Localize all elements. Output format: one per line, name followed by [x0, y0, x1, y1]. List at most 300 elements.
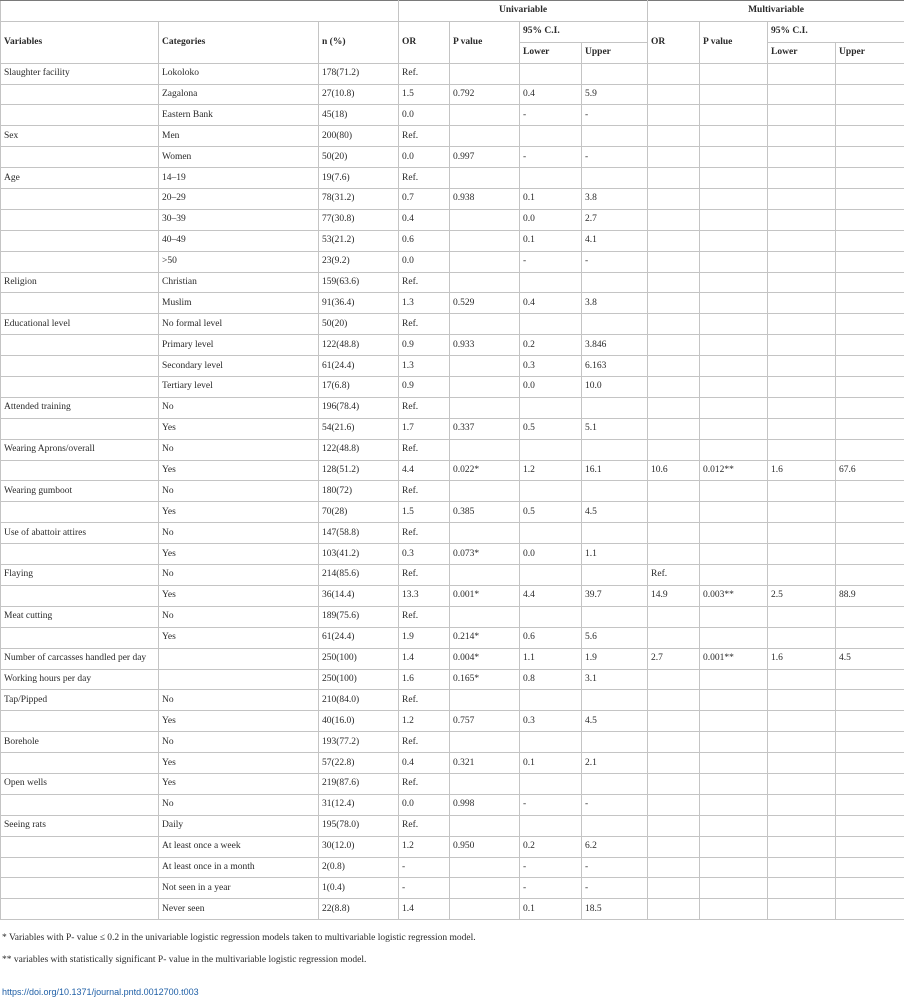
cell-p-uni: 0.950 — [450, 836, 520, 857]
cell-upper-uni: - — [582, 878, 648, 899]
cell-p-uni: 0.792 — [450, 84, 520, 105]
cell-variable: Use of abattoir attires — [1, 523, 159, 544]
cell-lower-multi — [768, 878, 836, 899]
cell-lower-multi: 1.6 — [768, 648, 836, 669]
cell-upper-uni: 4.5 — [582, 502, 648, 523]
cell-variable: Meat cutting — [1, 606, 159, 627]
cell-category: Yes — [159, 753, 319, 774]
cell-n: 1(0.4) — [319, 878, 399, 899]
cell-upper-uni: 2.7 — [582, 209, 648, 230]
cell-upper-uni: 16.1 — [582, 460, 648, 481]
cell-variable — [1, 230, 159, 251]
cell-p-multi — [700, 857, 768, 878]
cell-or-uni: 1.5 — [399, 502, 450, 523]
cell-lower-uni: 1.1 — [520, 648, 582, 669]
cell-p-multi — [700, 481, 768, 502]
cell-or-uni: 0.7 — [399, 189, 450, 210]
cell-lower-uni: 0.1 — [520, 189, 582, 210]
header-row-groups — [1, 1, 904, 22]
cell-p-multi — [700, 126, 768, 147]
table-row — [1, 648, 904, 669]
cell-upper-multi: 4.5 — [836, 648, 904, 669]
cell-lower-multi — [768, 773, 836, 794]
cell-lower-multi — [768, 627, 836, 648]
cell-upper-multi — [836, 418, 904, 439]
cell-category: Eastern Bank — [159, 105, 319, 126]
cell-or-uni: Ref. — [399, 272, 450, 293]
cell-lower-multi — [768, 753, 836, 774]
cell-variable: Working hours per day — [1, 669, 159, 690]
cell-lower-uni — [520, 272, 582, 293]
cell-category: No — [159, 481, 319, 502]
cell-p-multi — [700, 815, 768, 836]
cell-n: 22(8.8) — [319, 899, 399, 920]
cell-category: Daily — [159, 815, 319, 836]
cell-p-uni — [450, 481, 520, 502]
cell-n: 159(63.6) — [319, 272, 399, 293]
cell-p-uni — [450, 773, 520, 794]
cell-upper-uni: 18.5 — [582, 899, 648, 920]
cell-n: 50(20) — [319, 314, 399, 335]
cell-or-multi — [648, 293, 700, 314]
cell-upper-multi — [836, 335, 904, 356]
cell-variable — [1, 585, 159, 606]
cell-upper-multi — [836, 314, 904, 335]
cell-category: No — [159, 690, 319, 711]
cell-variable — [1, 460, 159, 481]
cell-lower-uni: 0.4 — [520, 293, 582, 314]
cell-variable — [1, 356, 159, 377]
cell-upper-multi — [836, 397, 904, 418]
cell-p-multi — [700, 397, 768, 418]
cell-upper-uni: 10.0 — [582, 377, 648, 398]
cell-p-multi — [700, 544, 768, 565]
header-blank — [1, 1, 399, 22]
cell-lower-uni — [520, 168, 582, 189]
cell-p-multi — [700, 272, 768, 293]
cell-p-multi — [700, 189, 768, 210]
table-row — [1, 878, 904, 899]
cell-or-uni: 1.6 — [399, 669, 450, 690]
cell-p-multi: 0.012** — [700, 460, 768, 481]
header-n: n (%) — [319, 21, 399, 63]
cell-category: Yes — [159, 460, 319, 481]
table-row — [1, 753, 904, 774]
cell-p-multi — [700, 209, 768, 230]
cell-p-multi — [700, 753, 768, 774]
cell-lower-multi — [768, 606, 836, 627]
cell-lower-uni: 0.5 — [520, 418, 582, 439]
cell-upper-uni — [582, 815, 648, 836]
header-ci-multi: 95% C.I. — [768, 21, 904, 42]
cell-p-multi — [700, 105, 768, 126]
table-row — [1, 899, 904, 920]
cell-upper-uni — [582, 63, 648, 84]
cell-n: 195(78.0) — [319, 815, 399, 836]
cell-or-multi — [648, 126, 700, 147]
cell-category: Not seen in a year — [159, 878, 319, 899]
cell-lower-uni: - — [520, 857, 582, 878]
cell-or-uni: Ref. — [399, 565, 450, 586]
cell-lower-multi — [768, 356, 836, 377]
cell-or-multi — [648, 711, 700, 732]
cell-n: 50(20) — [319, 147, 399, 168]
cell-lower-multi: 1.6 — [768, 460, 836, 481]
cell-p-multi — [700, 502, 768, 523]
cell-n: 189(75.6) — [319, 606, 399, 627]
cell-category: >50 — [159, 251, 319, 272]
cell-n: 147(58.8) — [319, 523, 399, 544]
cell-category: Yes — [159, 544, 319, 565]
cell-or-multi — [648, 230, 700, 251]
cell-upper-uni: - — [582, 105, 648, 126]
cell-variable — [1, 251, 159, 272]
cell-n: 30(12.0) — [319, 836, 399, 857]
cell-upper-multi — [836, 690, 904, 711]
cell-lower-uni: 0.1 — [520, 753, 582, 774]
cell-upper-uni — [582, 126, 648, 147]
cell-or-multi — [648, 314, 700, 335]
cell-upper-uni — [582, 565, 648, 586]
cell-upper-uni: 4.1 — [582, 230, 648, 251]
cell-n: 53(21.2) — [319, 230, 399, 251]
cell-upper-uni: 3.8 — [582, 189, 648, 210]
cell-p-uni: 0.022* — [450, 460, 520, 481]
table-row — [1, 356, 904, 377]
table-row — [1, 293, 904, 314]
cell-or-uni: 1.3 — [399, 356, 450, 377]
cell-upper-uni: 3.8 — [582, 293, 648, 314]
cell-category: Women — [159, 147, 319, 168]
cell-p-multi — [700, 606, 768, 627]
cell-category: Yes — [159, 711, 319, 732]
header-p-multi: P value — [700, 21, 768, 63]
cell-or-uni: 1.2 — [399, 711, 450, 732]
cell-upper-multi — [836, 356, 904, 377]
cell-n: 54(21.6) — [319, 418, 399, 439]
cell-variable — [1, 189, 159, 210]
cell-upper-uni: 5.6 — [582, 627, 648, 648]
cell-p-multi — [700, 523, 768, 544]
cell-category: Secondary level — [159, 356, 319, 377]
cell-lower-uni: 4.4 — [520, 585, 582, 606]
cell-p-uni — [450, 209, 520, 230]
cell-or-multi — [648, 815, 700, 836]
table-row — [1, 794, 904, 815]
cell-n: 45(18) — [319, 105, 399, 126]
table-row — [1, 251, 904, 272]
cell-p-multi — [700, 230, 768, 251]
cell-or-uni: 0.9 — [399, 335, 450, 356]
table-row — [1, 439, 904, 460]
cell-or-uni: 1.9 — [399, 627, 450, 648]
cell-lower-uni: 1.2 — [520, 460, 582, 481]
cell-lower-multi — [768, 397, 836, 418]
cell-category: At least once a week — [159, 836, 319, 857]
cell-variable — [1, 899, 159, 920]
table-row — [1, 502, 904, 523]
table-row — [1, 544, 904, 565]
cell-lower-uni — [520, 439, 582, 460]
cell-n: 19(7.6) — [319, 168, 399, 189]
cell-upper-uni — [582, 606, 648, 627]
cell-lower-multi — [768, 899, 836, 920]
cell-or-uni: Ref. — [399, 523, 450, 544]
cell-upper-multi: 88.9 — [836, 585, 904, 606]
cell-p-uni — [450, 272, 520, 293]
cell-or-uni: Ref. — [399, 439, 450, 460]
cell-upper-uni: 3.1 — [582, 669, 648, 690]
cell-n: 31(12.4) — [319, 794, 399, 815]
cell-upper-multi — [836, 209, 904, 230]
cell-or-uni: Ref. — [399, 314, 450, 335]
cell-p-multi — [700, 899, 768, 920]
table-row — [1, 857, 904, 878]
cell-p-uni — [450, 356, 520, 377]
cell-or-multi — [648, 669, 700, 690]
cell-p-multi — [700, 251, 768, 272]
cell-p-multi — [700, 168, 768, 189]
cell-upper-multi — [836, 606, 904, 627]
cell-lower-multi — [768, 481, 836, 502]
cell-upper-uni — [582, 314, 648, 335]
footnote-1: * Variables with P- value ≤ 0.2 in the univariable logistic regression models taken to multivariable logistic regression model. — [2, 933, 476, 943]
cell-upper-uni: - — [582, 794, 648, 815]
cell-p-uni — [450, 523, 520, 544]
cell-variable — [1, 794, 159, 815]
table-row — [1, 565, 904, 586]
cell-category: No — [159, 565, 319, 586]
cell-n: 250(100) — [319, 669, 399, 690]
cell-upper-uni — [582, 481, 648, 502]
cell-or-multi — [648, 335, 700, 356]
header-lower-uni: Lower — [520, 42, 582, 63]
cell-lower-uni: - — [520, 251, 582, 272]
cell-p-uni: 0.001* — [450, 585, 520, 606]
cell-lower-multi — [768, 105, 836, 126]
cell-lower-uni: 0.0 — [520, 377, 582, 398]
table-row — [1, 669, 904, 690]
cell-lower-multi — [768, 335, 836, 356]
cell-category: 20–29 — [159, 189, 319, 210]
cell-p-multi — [700, 878, 768, 899]
cell-variable — [1, 105, 159, 126]
header-upper-uni: Upper — [582, 42, 648, 63]
cell-n: 77(30.8) — [319, 209, 399, 230]
cell-lower-multi — [768, 836, 836, 857]
cell-upper-uni — [582, 168, 648, 189]
cell-upper-uni — [582, 773, 648, 794]
cell-p-uni: 0.337 — [450, 418, 520, 439]
cell-lower-multi — [768, 377, 836, 398]
cell-n: 91(36.4) — [319, 293, 399, 314]
table-row — [1, 627, 904, 648]
cell-lower-uni — [520, 481, 582, 502]
cell-p-uni — [450, 606, 520, 627]
cell-variable: Tap/Pipped — [1, 690, 159, 711]
cell-p-uni — [450, 815, 520, 836]
cell-lower-uni: 0.0 — [520, 209, 582, 230]
cell-or-uni: 0.4 — [399, 753, 450, 774]
table-row — [1, 690, 904, 711]
cell-p-multi — [700, 418, 768, 439]
cell-or-multi — [648, 773, 700, 794]
cell-or-uni: Ref. — [399, 63, 450, 84]
cell-p-uni — [450, 857, 520, 878]
cell-p-multi — [700, 565, 768, 586]
cell-lower-multi — [768, 544, 836, 565]
cell-p-multi — [700, 377, 768, 398]
cell-p-uni: 0.529 — [450, 293, 520, 314]
cell-lower-multi — [768, 565, 836, 586]
table-row — [1, 418, 904, 439]
cell-lower-multi — [768, 857, 836, 878]
cell-or-multi — [648, 105, 700, 126]
table-row — [1, 189, 904, 210]
cell-n: 70(28) — [319, 502, 399, 523]
cell-category: 14–19 — [159, 168, 319, 189]
cell-variable — [1, 836, 159, 857]
cell-upper-uni: - — [582, 147, 648, 168]
cell-n: 180(72) — [319, 481, 399, 502]
cell-or-multi — [648, 481, 700, 502]
cell-p-uni: 0.214* — [450, 627, 520, 648]
cell-p-uni — [450, 878, 520, 899]
cell-lower-multi — [768, 147, 836, 168]
cell-upper-uni — [582, 397, 648, 418]
cell-or-uni: 0.0 — [399, 794, 450, 815]
cell-or-multi — [648, 690, 700, 711]
table-row — [1, 836, 904, 857]
cell-p-uni: 0.757 — [450, 711, 520, 732]
cell-or-multi — [648, 418, 700, 439]
cell-or-uni: 1.4 — [399, 899, 450, 920]
cell-or-multi — [648, 377, 700, 398]
cell-or-uni: Ref. — [399, 815, 450, 836]
table-row — [1, 168, 904, 189]
table-row — [1, 585, 904, 606]
table-row — [1, 63, 904, 84]
cell-p-uni — [450, 251, 520, 272]
cell-upper-multi — [836, 711, 904, 732]
cell-lower-uni — [520, 815, 582, 836]
cell-p-uni — [450, 230, 520, 251]
cell-or-uni: Ref. — [399, 397, 450, 418]
cell-p-uni: 0.165* — [450, 669, 520, 690]
cell-lower-uni: - — [520, 794, 582, 815]
table-row — [1, 481, 904, 502]
cell-variable — [1, 147, 159, 168]
cell-category: Never seen — [159, 899, 319, 920]
cell-or-uni: 0.0 — [399, 251, 450, 272]
cell-p-uni — [450, 565, 520, 586]
cell-p-multi — [700, 356, 768, 377]
cell-or-multi — [648, 523, 700, 544]
cell-upper-uni: 4.5 — [582, 711, 648, 732]
cell-or-multi — [648, 878, 700, 899]
cell-lower-uni: - — [520, 147, 582, 168]
cell-category: Christian — [159, 272, 319, 293]
cell-n: 200(80) — [319, 126, 399, 147]
cell-lower-multi — [768, 293, 836, 314]
cell-variable — [1, 502, 159, 523]
cell-p-multi — [700, 314, 768, 335]
cell-category: Tertiary level — [159, 377, 319, 398]
cell-or-multi — [648, 753, 700, 774]
cell-or-uni: Ref. — [399, 606, 450, 627]
cell-variable — [1, 84, 159, 105]
cell-lower-multi — [768, 690, 836, 711]
table-row — [1, 711, 904, 732]
cell-upper-multi — [836, 815, 904, 836]
cell-p-uni — [450, 732, 520, 753]
header-row-columns — [1, 21, 904, 42]
cell-p-uni: 0.321 — [450, 753, 520, 774]
cell-p-multi: 0.003** — [700, 585, 768, 606]
cell-variable — [1, 335, 159, 356]
cell-category: At least once in a month — [159, 857, 319, 878]
cell-p-multi — [700, 84, 768, 105]
cell-p-uni — [450, 899, 520, 920]
cell-or-multi — [648, 899, 700, 920]
cell-upper-multi: 67.6 — [836, 460, 904, 481]
table-body — [1, 63, 904, 920]
cell-lower-multi — [768, 711, 836, 732]
cell-category: Lokoloko — [159, 63, 319, 84]
cell-p-uni: 0.933 — [450, 335, 520, 356]
cell-lower-uni — [520, 690, 582, 711]
cell-or-multi — [648, 168, 700, 189]
cell-p-uni: 0.385 — [450, 502, 520, 523]
cell-p-multi — [700, 335, 768, 356]
cell-upper-uni: 2.1 — [582, 753, 648, 774]
cell-or-uni: 1.3 — [399, 293, 450, 314]
cell-variable: Age — [1, 168, 159, 189]
cell-category: No — [159, 439, 319, 460]
cell-n: 27(10.8) — [319, 84, 399, 105]
doi-link[interactable]: https://doi.org/10.1371/journal.pntd.0012700.t003 — [2, 987, 199, 997]
table-row — [1, 272, 904, 293]
table-row — [1, 230, 904, 251]
cell-category: Yes — [159, 773, 319, 794]
cell-or-uni: Ref. — [399, 168, 450, 189]
cell-category: Muslim — [159, 293, 319, 314]
cell-lower-uni — [520, 314, 582, 335]
cell-category: No — [159, 794, 319, 815]
cell-lower-uni: 0.1 — [520, 899, 582, 920]
cell-or-uni: Ref. — [399, 481, 450, 502]
cell-or-uni: 0.0 — [399, 105, 450, 126]
cell-upper-multi — [836, 627, 904, 648]
table-row — [1, 732, 904, 753]
cell-upper-multi — [836, 502, 904, 523]
cell-upper-multi — [836, 272, 904, 293]
cell-variable: Seeing rats — [1, 815, 159, 836]
table-row — [1, 209, 904, 230]
cell-p-multi — [700, 439, 768, 460]
cell-n: 210(84.0) — [319, 690, 399, 711]
cell-variable — [1, 544, 159, 565]
cell-or-multi — [648, 606, 700, 627]
header-univariable: Univariable — [399, 1, 648, 22]
cell-category: Yes — [159, 585, 319, 606]
cell-p-multi — [700, 293, 768, 314]
cell-n: 2(0.8) — [319, 857, 399, 878]
cell-variable — [1, 377, 159, 398]
cell-n: 178(71.2) — [319, 63, 399, 84]
cell-p-multi — [700, 147, 768, 168]
cell-lower-multi — [768, 502, 836, 523]
